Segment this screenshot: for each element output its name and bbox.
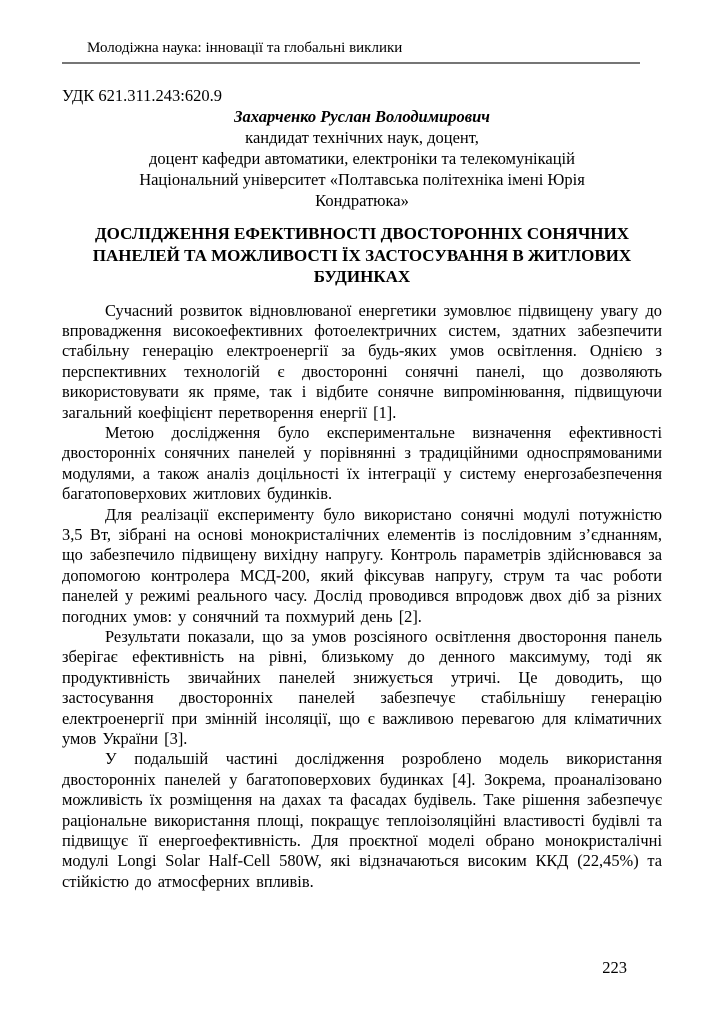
paper-title-line-3: БУДИНКАХ: [313, 267, 411, 286]
author-name: Захарченко Руслан Володимирович: [234, 107, 490, 126]
author-degree: кандидат технічних наук, доцент,: [245, 128, 479, 147]
page-number: 223: [602, 958, 627, 977]
paper-title-line-2: ПАНЕЛЕЙ ТА МОЖЛИВОСТІ ЇХ ЗАСТОСУВАННЯ В ЖИТЛОВИХ: [92, 245, 632, 265]
header-rule: [62, 62, 640, 64]
article-body: [62, 301, 662, 893]
paper-title-line-1: ДОСЛІДЖЕННЯ ЕФЕКТИВНОСТІ ДВОСТОРОННІХ СОНЯЧНИХ: [94, 224, 630, 243]
body-paragraph-experiment: Для реалізації експерименту було використано сонячні модулі потужністю 3,5 Вт, зібрані на основі монокристалічних елементів із послідовним з’єднанням, що забезпечило підвищену вихідну напругу. Контроль параметрів здійснювався за допомогою контролера МСД-200, який фіксував напругу, струм та час роботи панелей у режимі реального часу. Дослід проводився впродовж двох діб за різних погодних умов: у сонячний та похмурий день [2].: [62, 504, 662, 626]
author-affiliation-line-2: Кондратюка»: [315, 191, 409, 210]
author-affiliation-line-1: Національний університет «Полтавська політехніка імені Юрія: [139, 170, 585, 189]
author-block: [62, 106, 662, 211]
paper-title: [62, 223, 662, 288]
body-paragraph-results: Результати показали, що за умов розсіяного освітлення двостороння панель зберігає ефективність на рівні, близькому до денного максимуму, тоді як продуктивність звичайних панелей знижується утричі. Це доводить, що застосування двосторонніх панелей забезпечує стабільнішу генерацію електроенергії при змінній інсоляції, що є важливою перевагою для кліматичних умов України [3].: [62, 627, 662, 749]
author-position: доцент кафедри автоматики, електроніки та телекомунікацій: [149, 149, 575, 168]
running-head: Молодіжна наука: інновації та глобальні виклики: [87, 40, 403, 56]
body-paragraph-model: У подальшій частині дослідження розроблено модель використання двосторонніх панелей у багатоповерхових будинках [4]. Зокрема, проаналізовано можливість їх розміщення на дахах та фасадах будівель. Таке рішення забезпечує раціональне використання площі, покращує теплоізоляційні властивості будівлі та підвищує її енергоефективність. Для проєктної моделі обрано монокристалічні модулі Longi Solar Half-Cell 580W, які відзначаються високим ККД (22,45%) та стійкістю до атмосферних впливів.: [62, 749, 662, 891]
udc-code: УДК 621.311.243:620.9: [62, 86, 222, 105]
body-paragraph-intro: Сучасний розвиток відновлюваної енергетики зумовлює підвищену увагу до впровадження високоефективних фотоелектричних систем, здатних забезпечити стабільну генерацію електроенергії за будь-яких умов освітлення. Однією з перспективних технологій є двосторонні сонячні панелі, що дозволяють використовувати як пряме, так і відбите сонячне випромінювання, підвищуючи загальний коефіцієнт перетворення енергії [1].: [62, 300, 662, 422]
body-paragraph-goal: Метою дослідження було експериментальне визначення ефективності двосторонніх сонячних панелей у порівнянні з традиційними односпрямованими модулями, а також аналіз доцільності їх інтеграції у систему енергозабезпечення багатоповерхових житлових будинків.: [62, 422, 662, 504]
